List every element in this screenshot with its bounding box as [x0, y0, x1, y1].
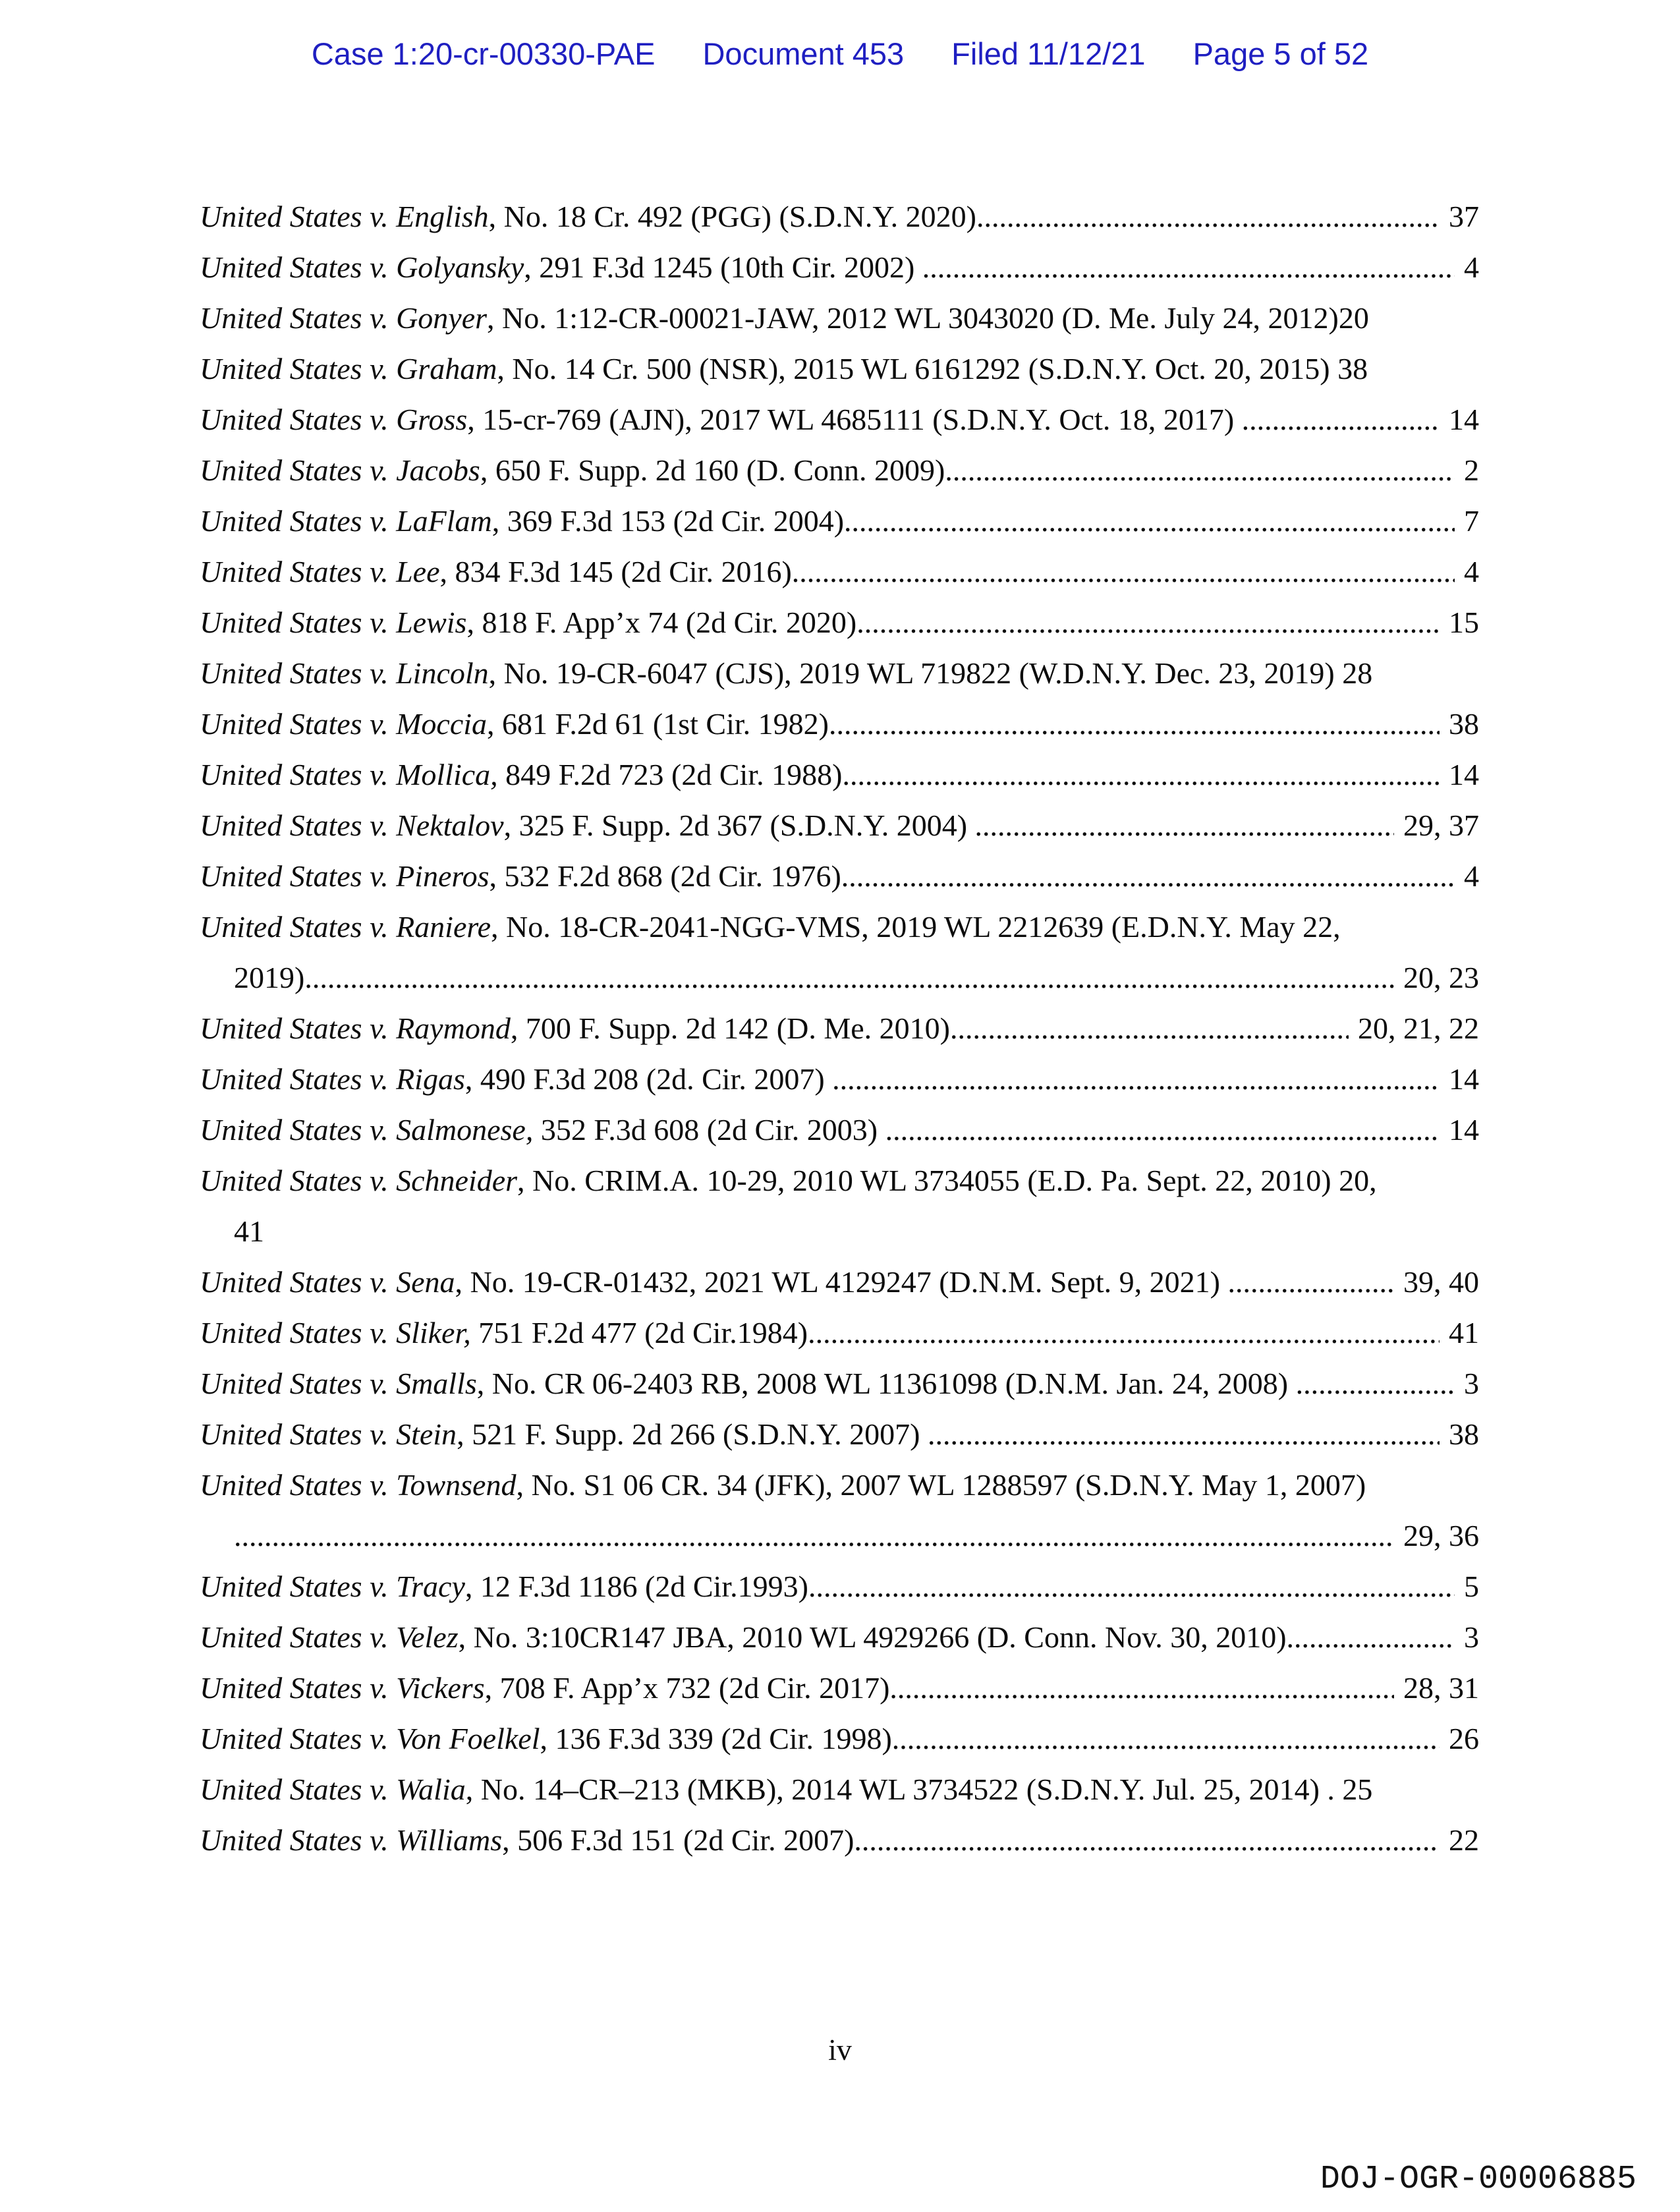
page-reference: 29, 36 [1403, 1519, 1479, 1552]
citation-text: 751 F.2d 477 (2d Cir.1984) [470, 1316, 808, 1349]
case-name: United States v. Walia [200, 1772, 466, 1806]
citation-text: , 700 F. Supp. 2d 142 (D. Me. 2010) [510, 1011, 950, 1045]
citation [200, 1561, 808, 1612]
citation [200, 1003, 950, 1054]
dot-leader [842, 749, 1440, 800]
citation-text: 352 F.3d 608 (2d Cir. 2003) [533, 1113, 885, 1147]
citation-text: , 681 F.2d 61 (1st Cir. 1982) [487, 707, 829, 741]
dot-leader [945, 445, 1455, 496]
citation-text: , No. 14–CR–213 (MKB), 2014 WL 3734522 (S.D.N.Y. Jul. 25, 2014) . [465, 1772, 1343, 1806]
toa-entry-line [200, 191, 1479, 242]
dot-leader [808, 1307, 1440, 1358]
dot-leader [1227, 1257, 1394, 1307]
page-reference: 28, 31 [1403, 1671, 1479, 1705]
citation-text: , 650 F. Supp. 2d 160 (D. Conn. 2009) [480, 453, 945, 487]
case-name: United States v. Schneider [200, 1164, 518, 1197]
citation [200, 1257, 1227, 1307]
page-reference: 20 [1338, 301, 1369, 335]
toa-entry-line [200, 648, 1479, 698]
dot-leader [832, 1054, 1440, 1104]
dot-leader [928, 1409, 1440, 1460]
citation-text: , 291 F.3d 1245 (10th Cir. 2002) [524, 250, 922, 284]
case-name: United States v. Salmonese, [200, 1113, 534, 1147]
case-name: United States v. Sena [200, 1265, 455, 1299]
citation [200, 242, 922, 293]
case-name: United States v. Lee [200, 555, 440, 588]
table-of-authorities [200, 191, 1479, 1865]
citation-text: , No. 18-CR-2041-NGG-VMS, 2019 WL 2212639 (E.D.N.Y. May 22, [491, 910, 1341, 944]
citation [200, 597, 856, 648]
case-name: United States v. Rigas [200, 1062, 465, 1096]
citation-text: , No. CRIM.A. 10-29, 2010 WL 3734055 (E.D. Pa. Sept. 22, 2010) [517, 1164, 1339, 1197]
citation-text: , 521 F. Supp. 2d 266 (S.D.N.Y. 2007) [457, 1417, 928, 1451]
citation [200, 1054, 832, 1104]
toa-entry-line [200, 1561, 1479, 1612]
citation [200, 1460, 1366, 1510]
citation-text: , 136 F.3d 339 (2d Cir. 1998) [540, 1722, 892, 1755]
dot-leader [1242, 394, 1440, 445]
toa-entry-line [200, 800, 1479, 851]
citation-text: , 818 F. App’x 74 (2d Cir. 2020) [466, 606, 857, 639]
dot-leader [922, 242, 1455, 293]
case-name: United States v. Mollica, [200, 758, 498, 791]
toa-entry-line [200, 1815, 1479, 1865]
case-name: United States v. Stein [200, 1417, 457, 1451]
case-name: United States v. Smalls [200, 1367, 477, 1400]
toa-entry-line [200, 1612, 1479, 1662]
dot-leader [976, 191, 1440, 242]
page-reference: 20, 21, 22 [1358, 1011, 1479, 1045]
case-name: United States v. Williams [200, 1823, 503, 1857]
page-reference: 14 [1449, 758, 1479, 791]
page-reference: 4 [1464, 555, 1479, 588]
case-name: United States v. Golyansky [200, 250, 524, 284]
case-name: United States v. Tracy [200, 1570, 465, 1603]
dot-leader [856, 597, 1440, 648]
case-name: United States v. Sliker, [200, 1316, 471, 1349]
citation-text: , No. 19-CR-6047 (CJS), 2019 WL 719822 (W.D.N.Y. Dec. 23, 2019) [488, 656, 1343, 690]
page-reference: 14 [1449, 1113, 1479, 1147]
citation [200, 1612, 1287, 1662]
citation [234, 952, 304, 1003]
page-reference: 26 [1449, 1722, 1479, 1755]
dot-leader [854, 1815, 1440, 1865]
toa-entry-line [200, 496, 1479, 546]
citation [200, 800, 975, 851]
ecf-case-number: Case 1:20-cr-00330-PAE [311, 36, 656, 71]
case-name: United States v. Velez [200, 1620, 459, 1654]
toa-entry-line [200, 1003, 1479, 1054]
toa-entry-line [200, 343, 1479, 394]
page-reference: 38 [1449, 1417, 1479, 1451]
dot-leader [234, 1510, 1394, 1561]
toa-entry-line [200, 394, 1479, 445]
page-reference: 3 [1464, 1367, 1479, 1400]
citation [200, 1662, 889, 1713]
citation [200, 1713, 892, 1764]
toa-entry-line [200, 851, 1479, 901]
citation-text: , 325 F. Supp. 2d 367 (S.D.N.Y. 2004) [503, 808, 975, 842]
citation [200, 1307, 808, 1358]
citation [200, 445, 945, 496]
citation-text: , No. 1:12-CR-00021-JAW, 2012 WL 3043020 (D. Me. July 24, 2012) [487, 301, 1339, 335]
case-name: United States v. Nektalov [200, 808, 504, 842]
page-reference: 29, 37 [1403, 808, 1479, 842]
citation-text: , No. 19-CR-01432, 2021 WL 4129247 (D.N.M. Sept. 9, 2021) [455, 1265, 1228, 1299]
page-reference: 20, [1339, 1164, 1377, 1197]
toa-entry-line [200, 1764, 1479, 1815]
citation-text: , 12 F.3d 1186 (2d Cir.1993) [464, 1570, 808, 1603]
page-reference: 25 [1342, 1772, 1373, 1806]
citation [200, 1815, 854, 1865]
citation [200, 1155, 1339, 1206]
page-reference: 14 [1449, 403, 1479, 436]
toa-entry-line [200, 698, 1479, 749]
dot-leader [1287, 1612, 1455, 1662]
toa-entry-line [200, 1054, 1479, 1104]
case-name: United States v. Graham [200, 352, 497, 385]
case-name: United States v. Lewis [200, 606, 467, 639]
case-name: United States v. Moccia [200, 707, 488, 741]
citation-text: , 369 F.3d 153 (2d Cir. 2004) [491, 504, 845, 538]
case-name: United States v. Vickers [200, 1671, 485, 1705]
toa-entry-line [200, 1713, 1479, 1764]
case-name: United States v. LaFlam [200, 504, 492, 538]
page-reference: 38 [1337, 352, 1368, 385]
toa-entry-line [200, 1206, 1479, 1257]
citation-text: , No. 3:10CR147 JBA, 2010 WL 4929266 (D. Conn. Nov. 30, 2010) [458, 1620, 1287, 1654]
citation [234, 1206, 264, 1257]
citation-text: , No. S1 06 CR. 34 (JFK), 2007 WL 1288597 (S.D.N.Y. May 1, 2007) [516, 1468, 1366, 1502]
dot-leader [844, 496, 1455, 546]
toa-entry-line [200, 1155, 1479, 1206]
citation [200, 394, 1242, 445]
toa-entry-line [200, 901, 1479, 952]
citation-text: 2019) [234, 961, 305, 994]
toa-entry-line [200, 1662, 1479, 1713]
page-reference: 20, 23 [1403, 961, 1479, 994]
page-reference: 14 [1449, 1062, 1479, 1096]
citation-text: , No. CR 06-2403 RB, 2008 WL 11361098 (D.N.M. Jan. 24, 2008) [476, 1367, 1296, 1400]
case-name: United States v. Jacobs [200, 453, 480, 487]
citation [200, 749, 842, 800]
citation [200, 1409, 928, 1460]
dot-leader [892, 1713, 1440, 1764]
citation [200, 1358, 1296, 1409]
page-reference: 39, 40 [1403, 1265, 1479, 1299]
toa-entry-line [200, 1510, 1479, 1561]
case-name: United States v. Gonyer [200, 301, 488, 335]
dot-leader [792, 546, 1455, 597]
citation-text: , 834 F.3d 145 (2d Cir. 2016) [439, 555, 792, 588]
citation-text: , 490 F.3d 208 (2d. Cir. 2007) [464, 1062, 833, 1096]
citation-text: , No. 18 Cr. 492 (PGG) (S.D.N.Y. 2020) [488, 200, 976, 233]
toa-entry-line [200, 952, 1479, 1003]
page-reference: 15 [1449, 606, 1479, 639]
bates-stamp: DOJ-OGR-00006885 [1320, 2161, 1637, 2198]
citation [200, 1764, 1342, 1815]
page-reference: 37 [1449, 200, 1479, 233]
citation-text: , 532 F.2d 868 (2d Cir. 1976) [489, 859, 841, 893]
page-reference: 5 [1464, 1570, 1479, 1603]
ecf-document-number: Document 453 [702, 36, 905, 71]
page-reference: 38 [1449, 707, 1479, 741]
citation [200, 191, 976, 242]
page-reference: 4 [1464, 250, 1479, 284]
toa-entry-line [200, 1104, 1479, 1155]
toa-entry-line [200, 749, 1479, 800]
citation-text: 41 [234, 1214, 264, 1248]
toa-entry-line [200, 1409, 1479, 1460]
dot-leader [841, 851, 1455, 901]
page-number: iv [828, 2033, 852, 2066]
ecf-page-count: Page 5 of 52 [1192, 36, 1369, 71]
page-reference: 28 [1342, 656, 1373, 690]
case-name: United States v. Pineros [200, 859, 490, 893]
citation [200, 293, 1339, 343]
citation-text: , 708 F. App’x 732 (2d Cir. 2017) [484, 1671, 890, 1705]
citation [200, 698, 829, 749]
page-reference: 3 [1464, 1620, 1479, 1654]
citation [200, 1104, 885, 1155]
case-name: United States v. Raniere [200, 910, 491, 944]
dot-leader [808, 1561, 1455, 1612]
page-reference: 22 [1449, 1823, 1479, 1857]
page-reference: 41 [1449, 1316, 1479, 1349]
citation-text: , 506 F.3d 151 (2d Cir. 2007) [502, 1823, 854, 1857]
citation [200, 648, 1342, 698]
page-reference: 7 [1464, 504, 1479, 538]
dot-leader [950, 1003, 1349, 1054]
citation [200, 901, 1341, 952]
toa-entry-line [200, 1460, 1479, 1510]
citation-text: 849 F.2d 723 (2d Cir. 1988) [497, 758, 843, 791]
citation [200, 343, 1337, 394]
case-name: United States v. English [200, 200, 489, 233]
case-name: United States v. Townsend [200, 1468, 517, 1502]
dot-leader [889, 1662, 1394, 1713]
page-reference: 2 [1464, 453, 1479, 487]
toa-entry-line [200, 1257, 1479, 1307]
ecf-stamp-header [0, 37, 1680, 71]
dot-leader [885, 1104, 1440, 1155]
dot-leader [1296, 1358, 1455, 1409]
ecf-filed-date: Filed 11/12/21 [951, 36, 1146, 71]
toa-entry-line [200, 445, 1479, 496]
toa-entry-line [200, 1307, 1479, 1358]
toa-entry-line [200, 597, 1479, 648]
toa-entry-line [200, 293, 1479, 343]
citation-text: , 15-cr-769 (AJN), 2017 WL 4685111 (S.D.N.Y. Oct. 18, 2017) [467, 403, 1242, 436]
dot-leader [975, 800, 1394, 851]
citation [200, 851, 841, 901]
citation-text: , No. 14 Cr. 500 (NSR), 2015 WL 6161292 (S.D.N.Y. Oct. 20, 2015) [497, 352, 1338, 385]
citation [200, 546, 792, 597]
case-name: United States v. Lincoln [200, 656, 489, 690]
case-name: United States v. Von Foelkel [200, 1722, 540, 1755]
toa-entry-line [200, 1358, 1479, 1409]
toa-entry-line [200, 242, 1479, 293]
case-name: United States v. Raymond [200, 1011, 511, 1045]
dot-leader [829, 698, 1440, 749]
page-reference: 4 [1464, 859, 1479, 893]
toa-entry-line [200, 546, 1479, 597]
case-name: United States v. Gross [200, 403, 468, 436]
dot-leader [304, 952, 1394, 1003]
citation [200, 496, 844, 546]
